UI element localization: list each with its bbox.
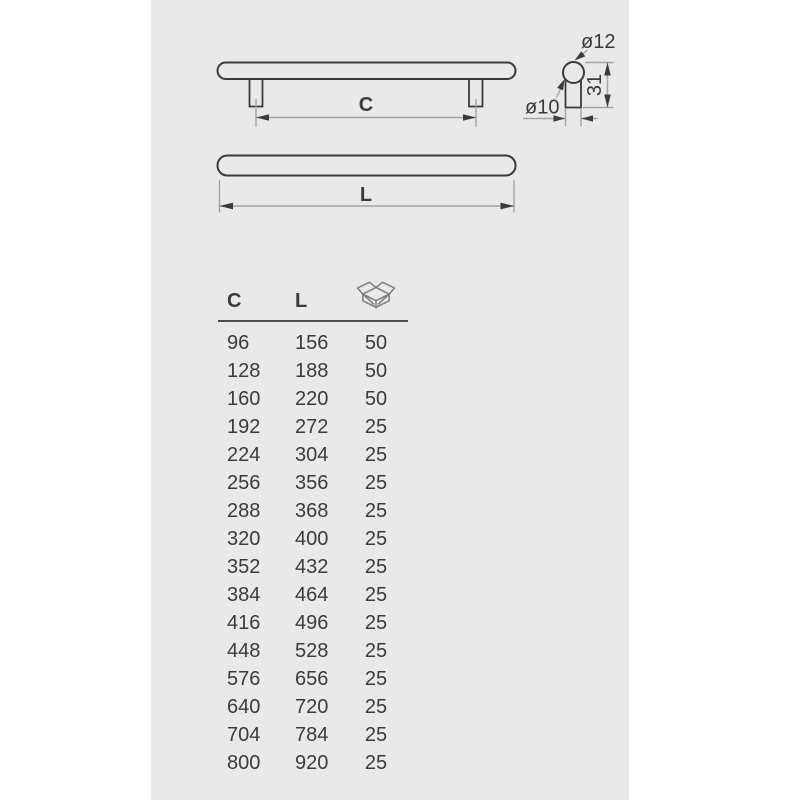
box-icon xyxy=(356,279,396,313)
cell-l: 304 xyxy=(295,444,329,467)
cell-qty: 50 xyxy=(364,388,388,411)
dim-label-31: 31 xyxy=(584,73,606,97)
bar-section-circle xyxy=(563,62,584,83)
cell-qty: 25 xyxy=(364,611,388,634)
cell-l: 784 xyxy=(295,723,329,746)
table-row xyxy=(218,693,418,721)
table-row xyxy=(218,498,418,526)
cell-qty: 25 xyxy=(364,667,388,690)
arrowhead-right xyxy=(501,203,515,210)
table-row xyxy=(218,721,418,749)
cell-c: 576 xyxy=(227,667,261,690)
table-row xyxy=(218,470,418,498)
cell-l: 368 xyxy=(295,500,329,523)
table-row xyxy=(218,581,418,609)
cell-l: 920 xyxy=(295,751,329,774)
table-row xyxy=(218,637,418,665)
cell-qty: 25 xyxy=(364,639,388,662)
arrowhead-up xyxy=(604,63,611,76)
bar-outline xyxy=(218,63,516,80)
cell-qty: 25 xyxy=(364,416,388,439)
cell-l: 528 xyxy=(295,639,329,662)
cell-qty: 25 xyxy=(364,444,388,467)
cell-qty: 50 xyxy=(364,360,388,383)
table-row xyxy=(218,526,418,554)
cell-qty: 25 xyxy=(364,723,388,746)
cell-l: 156 xyxy=(295,332,329,355)
cell-c: 128 xyxy=(227,360,261,383)
cell-qty: 25 xyxy=(364,472,388,495)
cell-qty: 25 xyxy=(364,695,388,718)
table-row xyxy=(218,358,418,386)
table-row xyxy=(218,554,418,582)
cell-l: 188 xyxy=(295,360,329,383)
table-body xyxy=(218,330,418,777)
cell-c: 352 xyxy=(227,555,261,578)
cell-c: 384 xyxy=(227,583,261,606)
table-row xyxy=(218,609,418,637)
header-c: C xyxy=(227,290,242,312)
cell-l: 656 xyxy=(295,667,329,690)
dim-label-dia10: ø10 xyxy=(525,96,560,119)
cell-qty: 25 xyxy=(364,500,388,523)
cell-l: 220 xyxy=(295,388,329,411)
dim-label-dia12: ø12 xyxy=(581,31,616,53)
arrowhead-leader-dia10 xyxy=(557,79,564,90)
side-view-section xyxy=(523,31,615,127)
dim-label-c: C xyxy=(358,94,374,116)
header-qty xyxy=(358,279,394,313)
cell-qty: 25 xyxy=(364,555,388,578)
spec-table xyxy=(218,280,418,777)
table-row xyxy=(218,749,418,777)
arrowhead-left xyxy=(220,203,234,210)
cell-c: 416 xyxy=(227,611,261,634)
arrowhead-left xyxy=(256,114,269,121)
cell-qty: 25 xyxy=(364,528,388,551)
cell-c: 96 xyxy=(227,332,250,355)
l-view-handle xyxy=(218,156,516,213)
cell-c: 320 xyxy=(227,528,261,551)
header-rule xyxy=(218,320,408,322)
cell-l: 356 xyxy=(295,472,329,495)
cell-l: 432 xyxy=(295,555,329,578)
header-l: L xyxy=(295,290,308,312)
arrowhead-width-right xyxy=(582,115,594,121)
cell-c: 192 xyxy=(227,416,261,439)
cell-c: 640 xyxy=(227,695,261,718)
cell-c: 224 xyxy=(227,444,261,467)
cell-qty: 25 xyxy=(364,751,388,774)
table-row xyxy=(218,442,418,470)
cell-c: 800 xyxy=(227,751,261,774)
bar-outline-full xyxy=(218,156,516,176)
table-header xyxy=(218,280,418,313)
cell-l: 400 xyxy=(295,528,329,551)
cell-l: 720 xyxy=(295,695,329,718)
table-row xyxy=(218,665,418,693)
c-view-handle xyxy=(218,63,516,128)
cell-qty: 50 xyxy=(364,332,388,355)
cell-l: 496 xyxy=(295,611,329,634)
cell-c: 288 xyxy=(227,500,261,523)
dim-label-l: L xyxy=(359,184,373,206)
cell-qty: 25 xyxy=(364,583,388,606)
table-row xyxy=(218,386,418,414)
table-row xyxy=(218,330,418,358)
cell-c: 704 xyxy=(227,723,261,746)
cell-l: 272 xyxy=(295,416,329,439)
cell-c: 160 xyxy=(227,388,261,411)
arrowhead-right xyxy=(463,114,476,121)
cell-l: 464 xyxy=(295,583,329,606)
cell-c: 256 xyxy=(227,472,261,495)
handle-technical-drawing xyxy=(0,0,800,245)
cell-c: 448 xyxy=(227,639,261,662)
table-row xyxy=(218,414,418,442)
